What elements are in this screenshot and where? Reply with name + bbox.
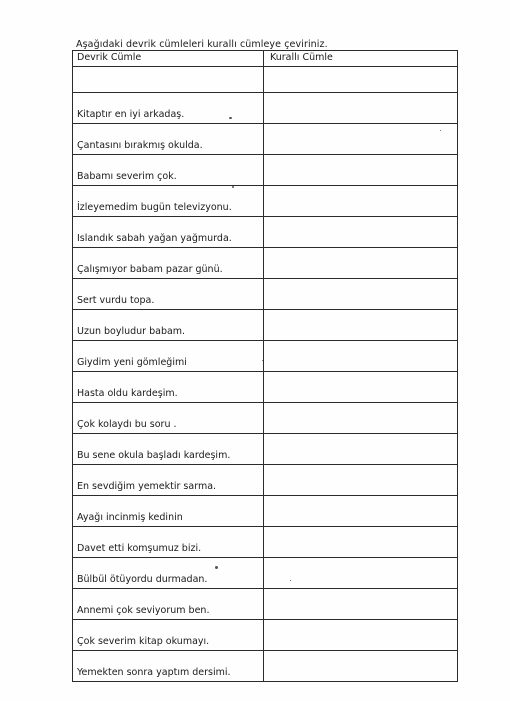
table-row xyxy=(73,403,458,434)
table-row xyxy=(73,124,458,155)
answer-cell[interactable] xyxy=(264,434,458,465)
answer-cell[interactable] xyxy=(264,93,458,124)
inverted-sentence: Çok kolaydı bu soru . xyxy=(73,403,264,434)
table-row xyxy=(73,434,458,465)
answer-cell[interactable] xyxy=(264,186,458,217)
table-row xyxy=(73,465,458,496)
inverted-sentence: Sert vurdu topa. xyxy=(73,279,264,310)
answer-cell[interactable] xyxy=(264,217,458,248)
answer-cell[interactable] xyxy=(264,589,458,620)
scan-speck xyxy=(229,117,232,119)
answer-cell[interactable] xyxy=(264,465,458,496)
scan-speck xyxy=(440,130,441,131)
inverted-sentence: Babamı severim çok. xyxy=(73,155,264,186)
table-row xyxy=(73,496,458,527)
table-row xyxy=(73,248,458,279)
answer-cell[interactable] xyxy=(264,372,458,403)
table-row xyxy=(73,279,458,310)
inverted-sentence: Davet etti komşumuz bizi. xyxy=(73,527,264,558)
scan-speck xyxy=(215,566,218,569)
answer-cell[interactable] xyxy=(264,403,458,434)
header-devrik-cumle: Devrik Cümle xyxy=(73,51,264,67)
answer-cell[interactable] xyxy=(264,341,458,372)
answer-cell[interactable] xyxy=(264,124,458,155)
scan-speck xyxy=(232,186,234,188)
inverted-sentence: Bülbül ötüyordu durmadan. xyxy=(73,558,264,589)
answer-cell[interactable] xyxy=(264,496,458,527)
inverted-sentence: Bu sene okula başladı kardeşim. xyxy=(73,434,264,465)
table-row xyxy=(73,651,458,682)
answer-cell[interactable] xyxy=(264,155,458,186)
table-row xyxy=(73,186,458,217)
answer-cell[interactable] xyxy=(264,248,458,279)
sentence-table xyxy=(72,50,458,682)
table-header-row xyxy=(73,51,458,67)
inverted-sentence: Hasta oldu kardeşim. xyxy=(73,372,264,403)
spacer-cell xyxy=(264,67,458,93)
scan-speck xyxy=(290,580,291,581)
answer-cell[interactable] xyxy=(264,310,458,341)
inverted-sentence: Çalışmıyor babam pazar günü. xyxy=(73,248,264,279)
answer-cell[interactable] xyxy=(264,527,458,558)
answer-cell[interactable] xyxy=(264,558,458,589)
header-kuralli-cumle: Kurallı Cümle xyxy=(264,51,458,67)
answer-cell[interactable] xyxy=(264,620,458,651)
table-row xyxy=(73,155,458,186)
table-row xyxy=(73,527,458,558)
inverted-sentence: Çok severim kitap okumayı. xyxy=(73,620,264,651)
inverted-sentence: Kitaptır en iyi arkadaş. xyxy=(73,93,264,124)
table-spacer-row xyxy=(73,67,458,93)
table-row xyxy=(73,341,458,372)
inverted-sentence: Ayağı incinmiş kedinin xyxy=(73,496,264,527)
table-row xyxy=(73,620,458,651)
inverted-sentence: İzleyemedim bugün televizyonu. xyxy=(73,186,264,217)
table-row xyxy=(73,558,458,589)
table-row xyxy=(73,372,458,403)
inverted-sentence: Giydim yeni gömleğimi xyxy=(73,341,264,372)
inverted-sentence: En sevdiğim yemektir sarma. xyxy=(73,465,264,496)
table-row xyxy=(73,589,458,620)
instruction-text: Aşağıdaki devrik cümleleri kurallı cümleye çeviriniz. xyxy=(76,39,328,50)
answer-cell[interactable] xyxy=(264,279,458,310)
scan-speck xyxy=(262,360,263,361)
spacer-cell xyxy=(73,67,264,93)
inverted-sentence: Islandık sabah yağan yağmurda. xyxy=(73,217,264,248)
table-row xyxy=(73,310,458,341)
inverted-sentence: Annemi çok seviyorum ben. xyxy=(73,589,264,620)
table-row xyxy=(73,93,458,124)
inverted-sentence: Çantasını bırakmış okulda. xyxy=(73,124,264,155)
table-row xyxy=(73,217,458,248)
answer-cell[interactable] xyxy=(264,651,458,682)
inverted-sentence: Uzun boyludur babam. xyxy=(73,310,264,341)
inverted-sentence: Yemekten sonra yaptım dersimi. xyxy=(73,651,264,682)
